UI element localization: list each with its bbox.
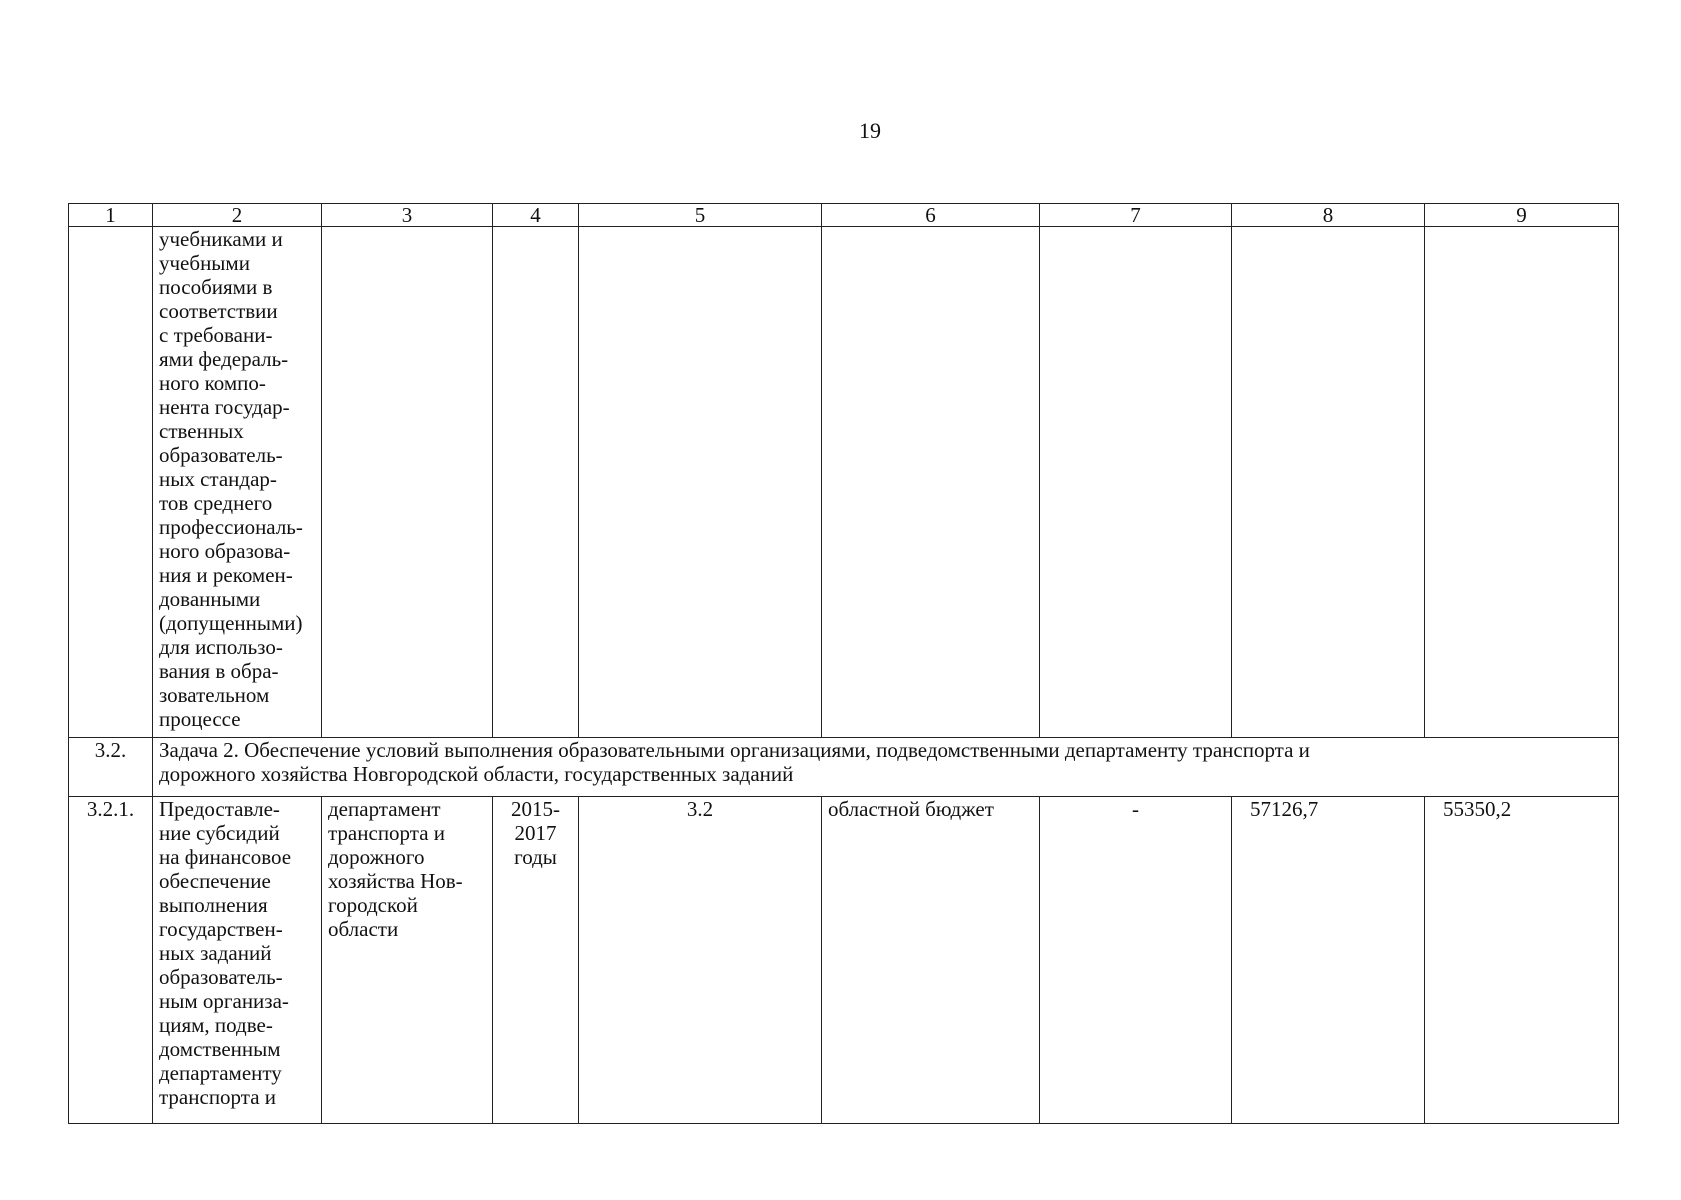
- table-row-continuation: [69, 227, 1619, 738]
- text-line: ния и рекомен-: [159, 563, 293, 587]
- text-line: тов среднего: [159, 491, 273, 515]
- text-line: ями федераль-: [159, 347, 289, 371]
- text-line: Задача 2. Обеспечение условий выполнения образовательными организациями, подведомственными департаменту транспорта и: [159, 738, 1310, 762]
- text-line: пособиями в: [159, 275, 273, 299]
- text-line: с требовани-: [159, 323, 273, 347]
- text-line: дорожного: [328, 845, 425, 869]
- text-line: 2015-: [511, 797, 560, 821]
- text-line: домственным: [159, 1037, 281, 1061]
- text-line: Предоставле-: [159, 797, 280, 821]
- text-line: транспорта и: [159, 1085, 277, 1109]
- item-col7-value: -: [1040, 797, 1232, 1124]
- text-line: городской: [328, 893, 418, 917]
- item-indicator: 3.2: [579, 797, 822, 1124]
- header-cell-2: 2: [153, 204, 322, 227]
- text-line: учебниками и: [159, 227, 283, 251]
- text-line: дованными: [159, 587, 261, 611]
- item-number: 3.2.1.: [69, 797, 153, 1124]
- text-line: циям, подве-: [159, 1013, 273, 1037]
- text-line: соответствии: [159, 299, 278, 323]
- header-cell-3: 3: [322, 204, 493, 227]
- text-line: транспорта и: [328, 821, 446, 845]
- item-col9-value: 55350,2: [1425, 797, 1619, 1124]
- text-line: ние субсидий: [159, 821, 280, 845]
- text-line: ных стандар-: [159, 467, 277, 491]
- text-line: зовательном: [159, 683, 270, 707]
- text-line: для использо-: [159, 635, 283, 659]
- item-funding-source: областной бюджет: [822, 797, 1040, 1124]
- header-cell-4: 4: [493, 204, 579, 227]
- text-line: департамент: [328, 797, 441, 821]
- program-table: [68, 203, 1619, 1124]
- cell-empty: [322, 227, 493, 738]
- text-line: образователь-: [159, 965, 283, 989]
- cell-continuation-text: [153, 227, 322, 738]
- text-line: учебными: [159, 251, 250, 275]
- table-header-row: [69, 204, 1619, 227]
- cell-empty: [493, 227, 579, 738]
- header-cell-8: 8: [1232, 204, 1425, 227]
- cell-empty: [1232, 227, 1425, 738]
- text-line: хозяйства Нов-: [328, 869, 463, 893]
- cell-empty: [69, 227, 153, 738]
- text-line: ственных: [159, 419, 244, 443]
- text-line: 2017: [514, 821, 557, 845]
- text-line: ного образова-: [159, 539, 291, 563]
- text-line: государствен-: [159, 917, 283, 941]
- text-line: обеспечение: [159, 869, 271, 893]
- item-name: [153, 797, 322, 1124]
- cell-empty: [579, 227, 822, 738]
- task-number: 3.2.: [69, 738, 153, 797]
- item-period: [493, 797, 579, 1124]
- task-title: [153, 738, 1619, 797]
- item-executor: [322, 797, 493, 1124]
- text-line: годы: [514, 845, 557, 869]
- text-line: на финансовое: [159, 845, 292, 869]
- cell-empty: [1040, 227, 1232, 738]
- header-cell-6: 6: [822, 204, 1040, 227]
- cell-empty: [822, 227, 1040, 738]
- text-line: ного компо-: [159, 371, 266, 395]
- text-line: (допущенными): [159, 611, 303, 635]
- item-col8-value: 57126,7: [1232, 797, 1425, 1124]
- text-line: образователь-: [159, 443, 283, 467]
- text-line: дорожного хозяйства Новгородской области, государственных заданий: [159, 762, 794, 786]
- text-line: выполнения: [159, 893, 268, 917]
- header-cell-1: 1: [69, 204, 153, 227]
- text-line: департаменту: [159, 1061, 282, 1085]
- table-row-item: [69, 797, 1619, 1124]
- text-line: ным организа-: [159, 989, 289, 1013]
- text-line: нента государ-: [159, 395, 290, 419]
- cell-empty: [1425, 227, 1619, 738]
- text-line: профессиональ-: [159, 515, 303, 539]
- header-cell-9: 9: [1425, 204, 1619, 227]
- text-line: процессе: [159, 707, 241, 731]
- text-line: ных заданий: [159, 941, 272, 965]
- text-line: вания в обра-: [159, 659, 279, 683]
- table-row-task: [69, 738, 1619, 797]
- header-cell-7: 7: [1040, 204, 1232, 227]
- page-number: 19: [859, 118, 881, 143]
- text-line: области: [328, 917, 399, 941]
- header-cell-5: 5: [579, 204, 822, 227]
